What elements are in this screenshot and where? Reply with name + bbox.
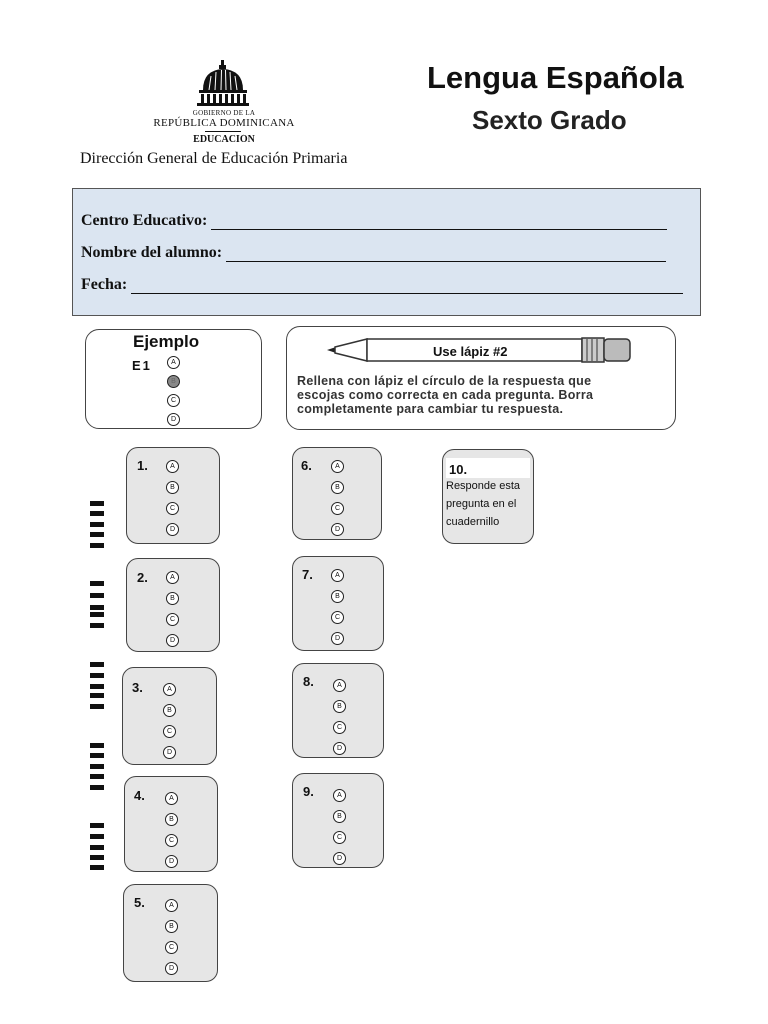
timing-mark: [90, 855, 104, 860]
q4-option-c[interactable]: C: [165, 834, 178, 847]
page-title: Lengua Española: [427, 60, 684, 95]
student-row: [81, 243, 681, 262]
timing-mark: [90, 684, 104, 689]
q3-option-c[interactable]: C: [163, 725, 176, 738]
q8-option-a[interactable]: A: [333, 679, 346, 692]
question-10-line3: cuadernillo: [446, 516, 500, 528]
question-1-number: 1.: [137, 458, 148, 473]
pencil-label: Use lápiz #2: [433, 344, 508, 359]
q6-option-a[interactable]: A: [331, 460, 344, 473]
school-field[interactable]: [211, 211, 667, 230]
timing-mark: [90, 673, 104, 678]
q5-option-d[interactable]: D: [165, 962, 178, 975]
timing-mark: [90, 743, 104, 748]
question-7-options: [331, 569, 344, 645]
question-2-number: 2.: [137, 570, 148, 585]
student-info-box: [72, 188, 701, 316]
timing-mark: [90, 823, 104, 828]
timing-mark: [90, 785, 104, 790]
q3-option-a[interactable]: A: [163, 683, 176, 696]
capitol-dome-icon: [195, 60, 251, 106]
student-label: Nombre del alumno:: [81, 244, 223, 261]
q9-option-c[interactable]: C: [333, 831, 346, 844]
example-option-d: D: [167, 413, 180, 426]
q2-option-a[interactable]: A: [166, 571, 179, 584]
q1-option-a[interactable]: A: [166, 460, 179, 473]
timing-mark: [90, 593, 104, 598]
q9-option-d[interactable]: D: [333, 852, 346, 865]
question-4-number: 4.: [134, 788, 145, 803]
example-option-a: A: [167, 356, 180, 369]
question-3-options: [163, 683, 176, 759]
question-2-box: [126, 558, 220, 652]
q2-option-c[interactable]: C: [166, 613, 179, 626]
q9-option-b[interactable]: B: [333, 810, 346, 823]
question-9-options: [333, 789, 346, 865]
q2-option-d[interactable]: D: [166, 634, 179, 647]
date-label: Fecha:: [81, 276, 128, 293]
gov-line2: REPÚBLICA DOMINICANA: [153, 117, 295, 129]
question-4-options: [165, 792, 178, 868]
q7-option-b[interactable]: B: [331, 590, 344, 603]
student-name-field[interactable]: [226, 243, 666, 262]
q1-option-c[interactable]: C: [166, 502, 179, 515]
timing-mark: [90, 753, 104, 758]
timing-mark: [90, 623, 104, 628]
timing-mark: [90, 522, 104, 527]
gov-line3: EDUCACIÓN: [193, 134, 255, 145]
school-label: Centro Educativo:: [81, 212, 208, 229]
question-10-line2: pregunta en el: [446, 498, 517, 510]
q3-option-b[interactable]: B: [163, 704, 176, 717]
q4-option-a[interactable]: A: [165, 792, 178, 805]
question-9-box: [292, 773, 384, 868]
q8-option-b[interactable]: B: [333, 700, 346, 713]
question-10-line1: Responde esta: [446, 480, 520, 492]
government-logo: [195, 60, 251, 106]
example-option-b: B: [167, 375, 180, 388]
q7-option-d[interactable]: D: [331, 632, 344, 645]
question-3-number: 3.: [132, 680, 143, 695]
question-7-box: [292, 556, 384, 651]
timing-mark: [90, 764, 104, 769]
timing-mark: [90, 581, 104, 586]
q7-option-c[interactable]: C: [331, 611, 344, 624]
question-1-options: [166, 460, 179, 536]
question-3-box: [122, 667, 217, 765]
timing-mark: [90, 834, 104, 839]
example-title: Ejemplo: [133, 332, 200, 351]
timing-mark: [90, 845, 104, 850]
page-subtitle: Sexto Grado: [472, 105, 627, 135]
instructions-line1: Rellena con lápiz el círculo de la respuesta que: [297, 374, 592, 388]
q5-option-a[interactable]: A: [165, 899, 178, 912]
q2-option-b[interactable]: B: [166, 592, 179, 605]
question-1-box: [126, 447, 220, 544]
q8-option-c[interactable]: C: [333, 721, 346, 734]
question-5-box: [123, 884, 218, 982]
q4-option-d[interactable]: D: [165, 855, 178, 868]
timing-mark: [90, 693, 104, 698]
date-field[interactable]: [131, 275, 683, 294]
timing-mark: [90, 543, 104, 548]
date-row: [81, 275, 693, 294]
timing-mark: [90, 612, 104, 617]
instructions-box: [286, 326, 676, 430]
school-row: [81, 211, 681, 230]
question-8-number: 8.: [303, 674, 314, 689]
q6-option-d[interactable]: D: [331, 523, 344, 536]
question-5-options: [165, 899, 178, 975]
instructions-line2: escojas como correcta en cada pregunta. Borra: [297, 388, 594, 402]
q1-option-b[interactable]: B: [166, 481, 179, 494]
question-8-options: [333, 679, 346, 755]
timing-mark: [90, 865, 104, 870]
q9-option-a[interactable]: A: [333, 789, 346, 802]
example-item-label: E1: [132, 358, 152, 373]
logo-divider: [205, 131, 241, 132]
question-10-number: 10.: [449, 462, 468, 477]
q6-option-c[interactable]: C: [331, 502, 344, 515]
timing-mark: [90, 532, 104, 537]
q6-option-b[interactable]: B: [331, 481, 344, 494]
instructions-line3: completamente para cambiar tu respuesta.: [297, 402, 564, 416]
q7-option-a[interactable]: A: [331, 569, 344, 582]
timing-mark: [90, 605, 104, 610]
direction-text: Dirección General de Educación Primaria: [80, 150, 348, 167]
q4-option-b[interactable]: B: [165, 813, 178, 826]
question-7-number: 7.: [302, 567, 313, 582]
question-9-number: 9.: [303, 784, 314, 799]
question-8-box: [292, 663, 384, 758]
timing-mark: [90, 774, 104, 779]
question-2-options: [166, 571, 179, 647]
q8-option-d[interactable]: D: [333, 742, 346, 755]
example-options: [167, 356, 180, 426]
question-10-box: [442, 449, 534, 544]
timing-mark: [90, 511, 104, 516]
timing-mark: [90, 662, 104, 667]
question-6-number: 6.: [301, 458, 312, 473]
timing-mark: [90, 704, 104, 709]
question-6-options: [331, 460, 344, 536]
q1-option-d[interactable]: D: [166, 523, 179, 536]
example-box: [85, 329, 262, 429]
q5-option-c[interactable]: C: [165, 941, 178, 954]
gov-line1: GOBIERNO DE LA: [192, 109, 256, 117]
question-6-box: [292, 447, 382, 540]
q3-option-d[interactable]: D: [163, 746, 176, 759]
question-5-number: 5.: [134, 895, 145, 910]
question-4-box: [124, 776, 218, 872]
example-option-c: C: [167, 394, 180, 407]
q5-option-b[interactable]: B: [165, 920, 178, 933]
timing-mark: [90, 501, 104, 506]
